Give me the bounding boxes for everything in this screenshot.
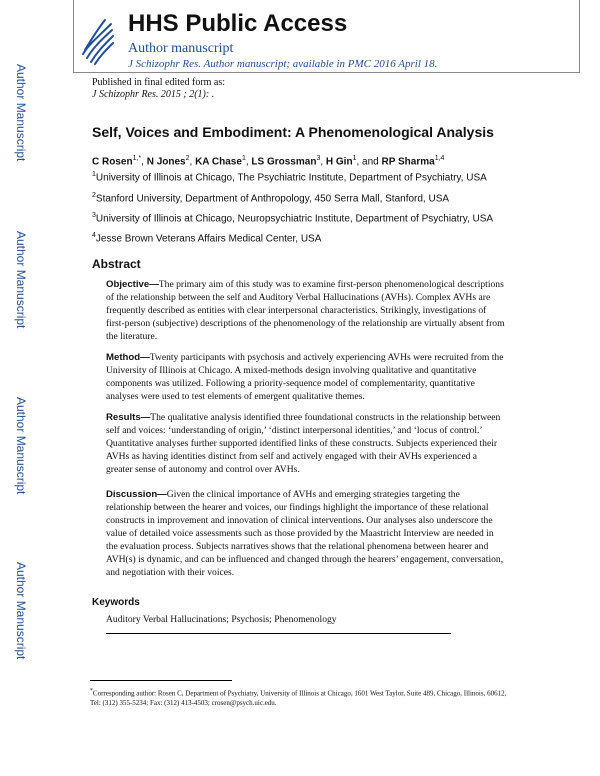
- affiliation-marker: 4: [92, 232, 96, 239]
- author-manuscript-subtitle: Author manuscript: [128, 41, 234, 56]
- abstract-objective: [106, 278, 506, 343]
- footnote-divider: [90, 680, 232, 681]
- section-label: Method—: [106, 352, 150, 363]
- section-label: Discussion—: [106, 489, 167, 500]
- affiliation-text: University of Illinois at Chicago, Neuropsychiatric Institute, Department of Psychiatry, USA: [95, 213, 494, 225]
- side-label-author-manuscript: Author Manuscript: [14, 231, 28, 329]
- section-text: The qualitative analysis identified three foundational constructs in the relationship between self and voices: ‘understanding of origin,’ ‘distinct interpersonal identities,’ and ‘locus of control.’ Quantitative analyses further supported identified links of these constructs. Subjects experienced their AVHs as having identities distinct from self and actively engaged with their AVHs experienced a greater sense of autonomy and control over AVHs.: [106, 412, 501, 475]
- abstract-method: [106, 351, 506, 403]
- author-affiliation-marker: 1,4: [434, 155, 445, 162]
- author-affiliation-marker: 1,*: [132, 155, 142, 162]
- section-label: Objective—: [106, 279, 159, 290]
- side-label-author-manuscript: Author Manuscript: [14, 64, 28, 162]
- author-affiliation-marker: 3: [316, 155, 321, 162]
- divider: [106, 633, 451, 634]
- footnote-marker: *: [90, 688, 93, 694]
- affiliation: [92, 212, 493, 224]
- journal-availability-line: [128, 58, 437, 70]
- author-affiliation-marker: 1: [241, 155, 246, 162]
- affiliation-marker: 1: [92, 171, 96, 178]
- author-name: LS Grossman: [251, 156, 317, 168]
- side-label-author-manuscript: Author Manuscript: [14, 562, 28, 660]
- section-text: The primary aim of this study was to examine first-person phenomenological descriptions of the relationship between the self and Auditory Verbal Hallucinations (AVHs). Complex AVHs are frequently described as entities with clear interpersonal characteristics. Strikingly, investigations of first-person (subjective) descriptions of the phenomenology of the relationship are virtually absent from the literature.: [106, 279, 505, 342]
- affiliation-text: Jesse Brown Veterans Affairs Medical Center, USA: [95, 233, 322, 245]
- affiliation-marker: 2: [92, 192, 96, 199]
- affiliation-marker: 3: [92, 212, 96, 219]
- footnote: [90, 686, 510, 708]
- author-affiliation-marker: 2: [185, 155, 190, 162]
- author-affiliation-marker: 1: [352, 155, 357, 162]
- author-name: H Gin: [325, 156, 353, 168]
- hhs-public-access-title: HHS Public Access: [128, 10, 348, 37]
- article-title: Self, Voices and Embodiment: A Phenomenological Analysis: [92, 124, 494, 140]
- affiliation: [92, 171, 487, 183]
- footnote-text: Corresponding author: Rosen C, Department of Psychiatry, University of Illinois at Chicago, 1601 West Taylor, Suite 489, Chicago, Illinois, 60612, Tel: (312) 355-5234; Fax: (312) 413-4503; crosen@psych.uic.edu.: [90, 689, 507, 708]
- hhs-eagle-icon: [79, 14, 115, 66]
- published-citation-text: J Schizophr Res. 2015 ; 2(1): .: [92, 89, 215, 100]
- published-in-label: Published in final edited form as:: [92, 77, 226, 88]
- journal-availability-text: J Schizophr Res. Author manuscript; available in PMC 2016 April 18.: [128, 58, 438, 70]
- abstract-heading: Abstract: [92, 257, 141, 271]
- side-label-author-manuscript: Author Manuscript: [14, 397, 28, 495]
- affiliation: [92, 232, 321, 244]
- author-name: C Rosen: [92, 156, 133, 168]
- abstract-discussion: [106, 488, 506, 579]
- affiliation-text: Stanford University, Department of Anthropology, 450 Serra Mall, Stanford, USA: [95, 193, 450, 205]
- section-text: Given the clinical importance of AVHs and emerging strategies targeting the relationship between the hearer and voices, our findings highlight the importance of these relational constructs in improvement and innovation of clinical interventions. Our analyses also underscore the value of detailed voice assessments such as those provided by the Maastricht Interview are needed in the evaluation process. Subjects narratives shows that the relational phenomena between hearer and AVH(s) is dynamic, and can be influenced and changed through the hearers’ engagement, conversation, and negotiation with their voices.: [106, 489, 504, 578]
- author-list: C Rosen$^{1,*}$, N Jones$^2$, KA Chase$^1$, LS Grossman$^3$, H Gin$^1$, and RP Sharma$^{1,4}$: [92, 155, 445, 168]
- section-text: Twenty participants with psychosis and actively experiencing AVHs were recruited from the University of Illinois at Chicago. A mixed-methods design involving qualitative and quantitative components was utilized. Following a priority-sequence model of complementarity, quantitative analyses were used to test elements of emergent qualitative themes.: [106, 352, 504, 402]
- published-citation: [92, 89, 214, 100]
- affiliation-text: University of Illinois at Chicago, The Psychiatric Institute, Department of Psychiatry, USA: [95, 172, 487, 184]
- keywords-heading: Keywords: [92, 597, 140, 608]
- section-label: Results—: [106, 412, 151, 423]
- author-name: KA Chase: [195, 156, 242, 168]
- keywords-text: Auditory Verbal Hallucinations; Psychosis; Phenomenology: [106, 614, 337, 625]
- author-name: RP Sharma: [381, 156, 435, 168]
- author-name: N Jones: [146, 156, 186, 168]
- affiliation: [92, 192, 449, 204]
- abstract-results: [106, 411, 506, 476]
